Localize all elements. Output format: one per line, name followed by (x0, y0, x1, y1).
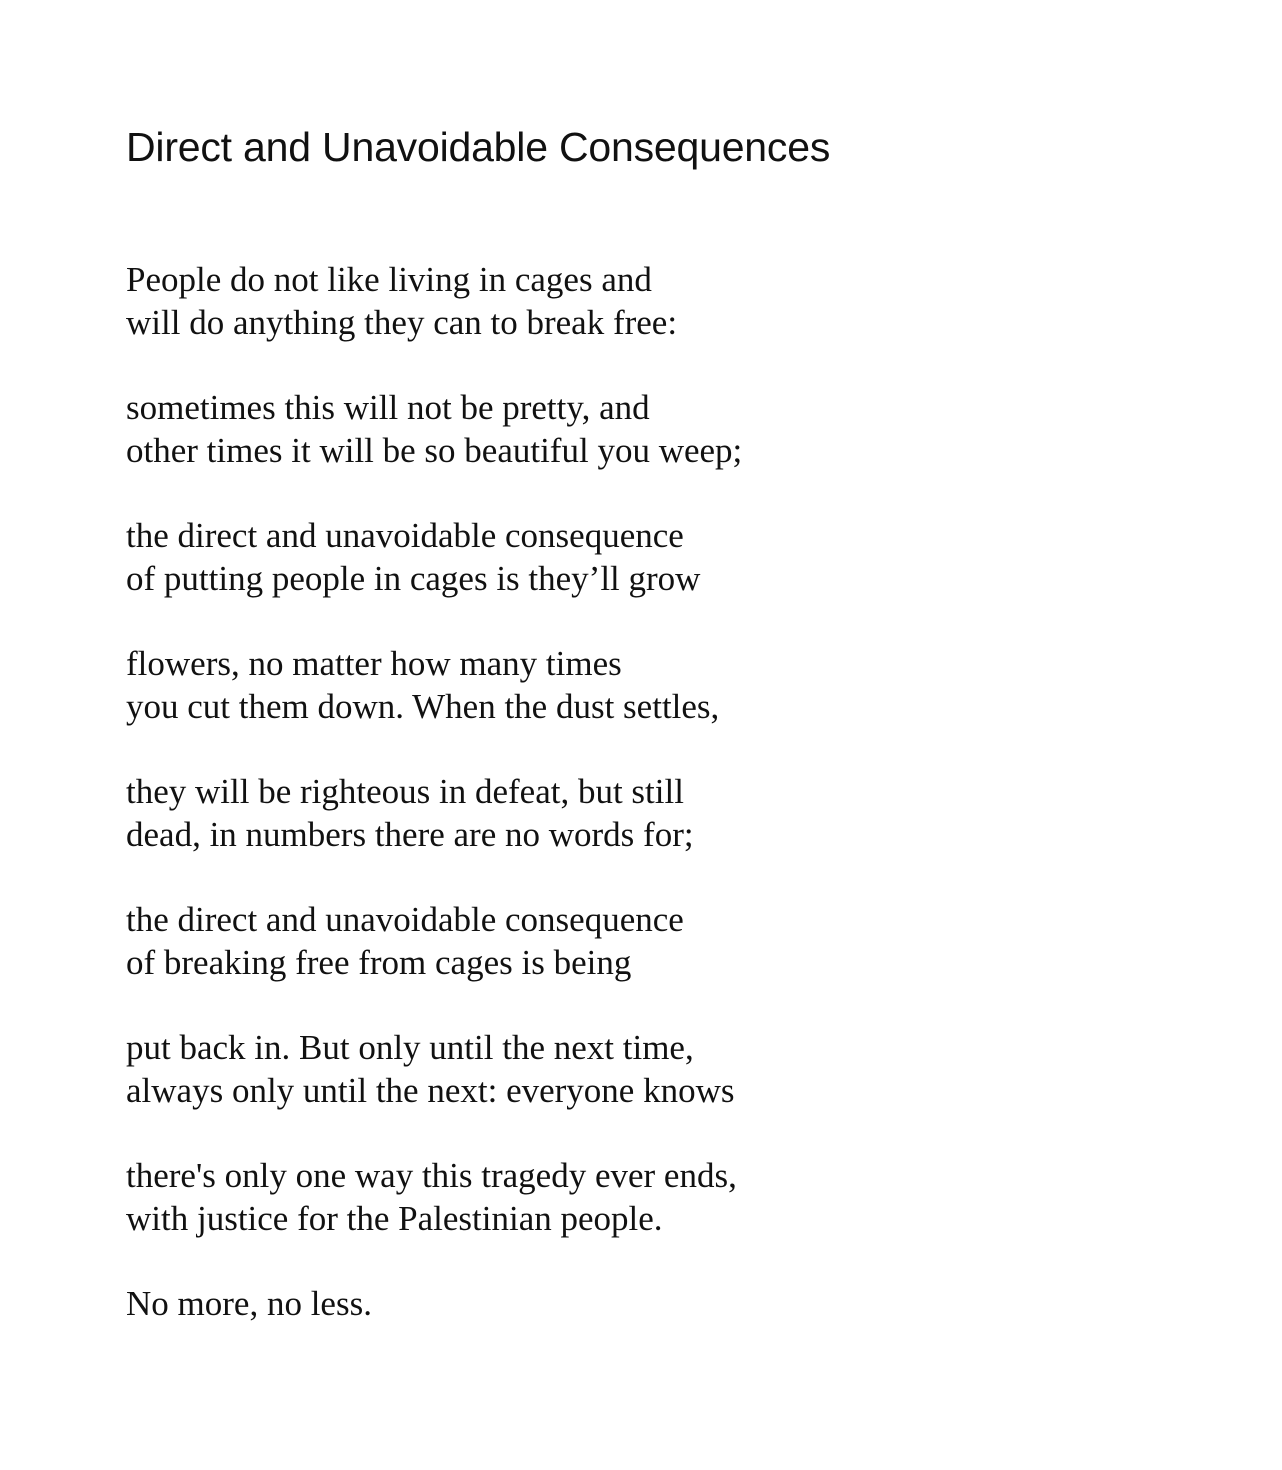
poem-line: you cut them down. When the dust settles, (126, 687, 720, 726)
closing-line: No more, no less. (126, 1284, 372, 1323)
stanza-4 (126, 642, 1226, 728)
stanza-3 (126, 514, 1226, 600)
stanza-1 (126, 258, 1226, 344)
poem-line: put back in. But only until the next time, (126, 1028, 694, 1067)
stanza-5 (126, 770, 1226, 856)
poem-line: other times it will be so beautiful you weep; (126, 431, 743, 470)
poem-line: of putting people in cages is they’ll grow (126, 559, 701, 598)
poem-line: People do not like living in cages and (126, 260, 652, 299)
stanza-8 (126, 1154, 1226, 1240)
poem-line: the direct and unavoidable consequence (126, 900, 684, 939)
poem-line: always only until the next: everyone knows (126, 1071, 735, 1110)
poem-line: with justice for the Palestinian people. (126, 1199, 663, 1238)
closing-stanza (126, 1282, 1226, 1325)
poem-line: will do anything they can to break free: (126, 303, 678, 342)
stanza-2 (126, 386, 1226, 472)
poem-line: there's only one way this tragedy ever ends, (126, 1156, 737, 1195)
poem-line: flowers, no matter how many times (126, 644, 622, 683)
poem-line: they will be righteous in defeat, but still (126, 772, 684, 811)
poem-line: the direct and unavoidable consequence (126, 516, 684, 555)
stanza-7 (126, 1026, 1226, 1112)
poem-body (126, 258, 1226, 1325)
poem-line: dead, in numbers there are no words for; (126, 815, 694, 854)
poem-line: sometimes this will not be pretty, and (126, 388, 650, 427)
poem-line: of breaking free from cages is being (126, 943, 632, 982)
stanza-6 (126, 898, 1226, 984)
poem-title: Direct and Unavoidable Consequences (126, 124, 831, 170)
